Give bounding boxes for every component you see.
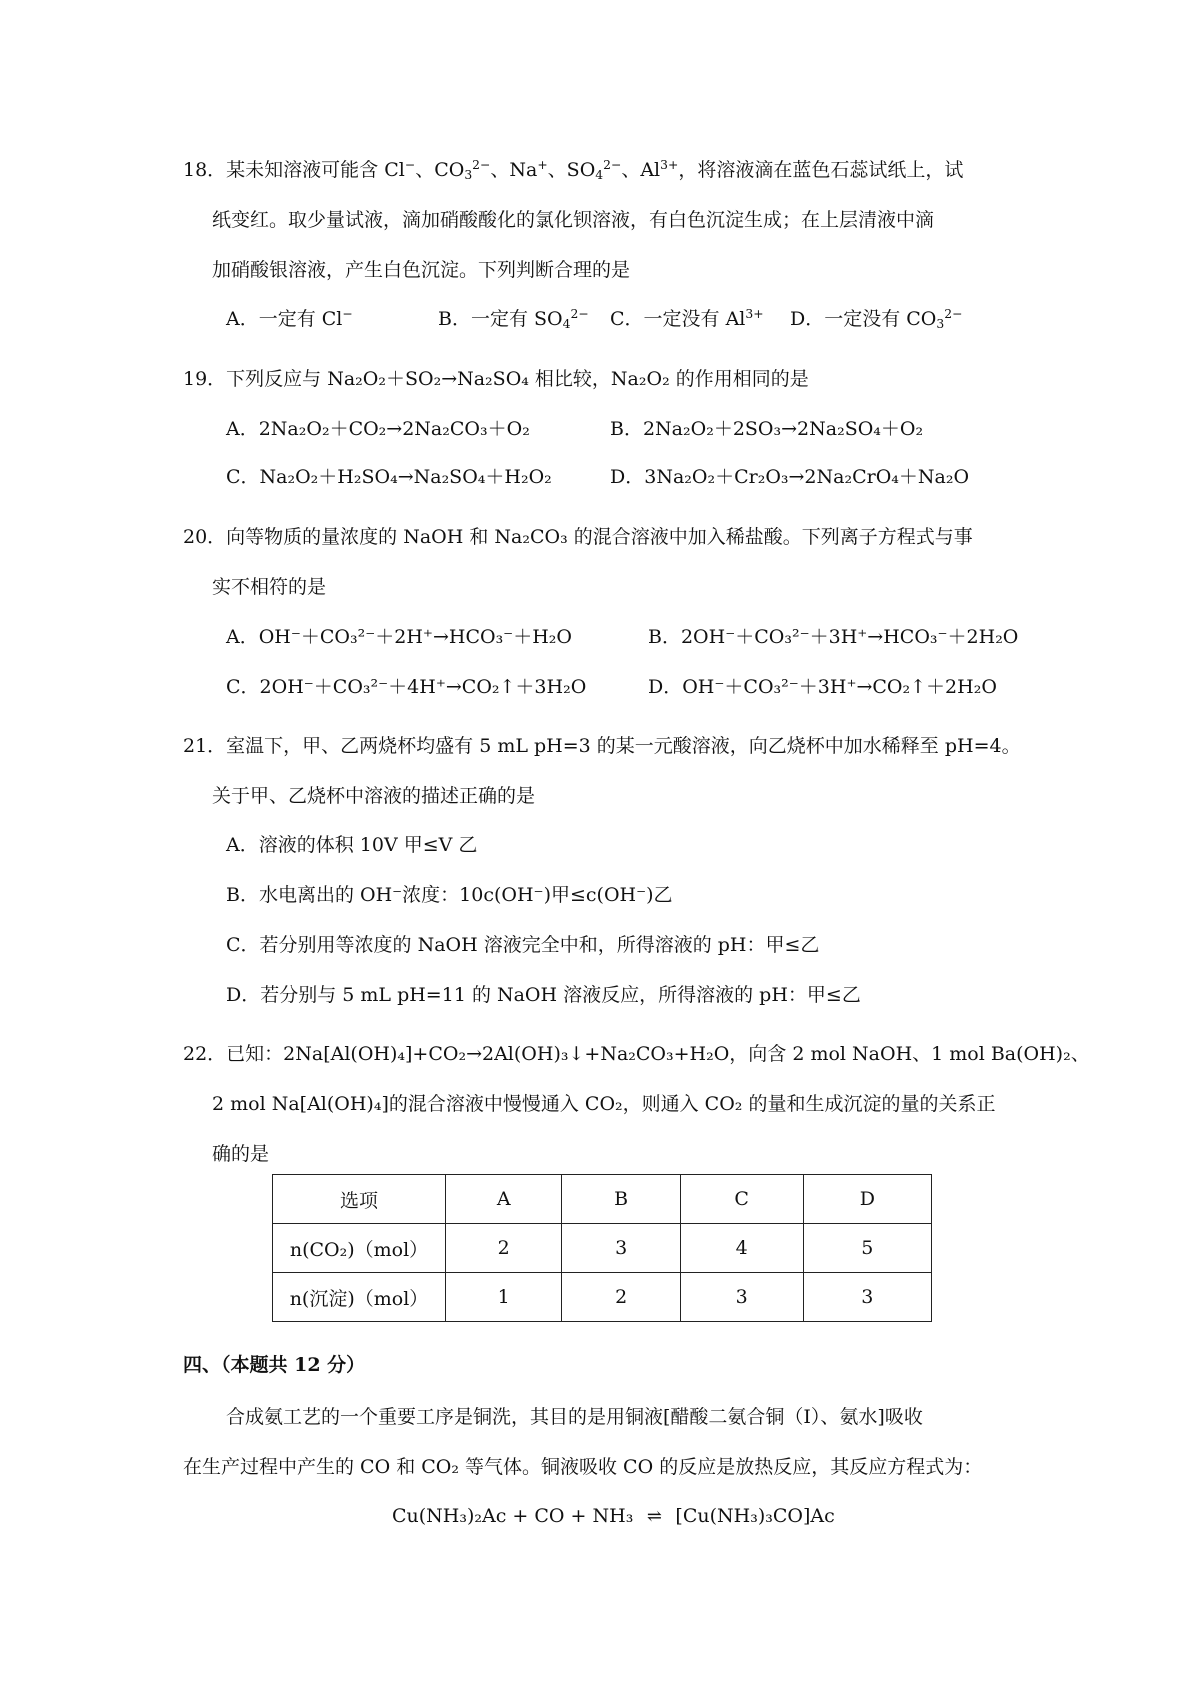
table-cell: 2 (562, 1273, 680, 1322)
section-4-equation (392, 1507, 835, 1526)
equation-left: Cu(NH₃)₂Ac + CO + NH₃ (392, 1505, 634, 1527)
table-row (273, 1273, 932, 1322)
table-cell: C (680, 1175, 803, 1224)
equilibrium-arrow-icon: ⇌ (646, 1506, 662, 1527)
section-4-para-line1: 合成氨工艺的一个重要工序是铜洗，其目的是用铜液[醋酸二氨合铜（Ⅰ）、氨水]吸收 (226, 1406, 923, 1428)
q22-stem-line2: 2 mol Na[Al(OH)₄]的混合溶液中慢慢通入 CO₂，则通入 CO₂ 的量和生成沉淀的量的关系正 (212, 1093, 996, 1115)
q21-option-c: C．若分别用等浓度的 NaOH 溶液完全中和，所得溶液的 pH：甲≤乙 (226, 934, 820, 956)
q20-option-a: A．OH⁻＋CO₃²⁻＋2H⁺→HCO₃⁻＋H₂O (226, 626, 572, 648)
q18-stem-line3: 加硝酸银溶液，产生白色沉淀。下列判断合理的是 (212, 259, 631, 281)
section-4-title: 四、（本题共 12 分） (183, 1354, 366, 1376)
q19-stem: 19．下列反应与 Na₂O₂＋SO₂→Na₂SO₄ 相比较，Na₂O₂ 的作用相同的是 (183, 368, 809, 390)
q21-stem-line1: 21．室温下，甲、乙两烧杯均盛有 5 mL pH=3 的某一元酸溶液，向乙烧杯中加水稀释至 pH=4。 (183, 735, 1021, 757)
table-cell: 选项 (273, 1175, 446, 1224)
q19-option-d: D．3Na₂O₂＋Cr₂O₃→2Na₂CrO₄＋Na₂O (610, 466, 970, 488)
q21-option-a: A．溶液的体积 10V 甲≤V 乙 (226, 834, 478, 856)
table-cell: A (446, 1175, 562, 1224)
q19-option-a: A．2Na₂O₂＋CO₂→2Na₂CO₃＋O₂ (226, 418, 530, 440)
q20-stem-line1: 20．向等物质的量浓度的 NaOH 和 Na₂CO₃ 的混合溶液中加入稀盐酸。下列离子方程式与事 (183, 526, 973, 548)
q18-option-c: C．一定没有 $Al^{3+}$ (610, 307, 764, 330)
q20-stem-line2: 实不相符的是 (212, 576, 327, 598)
table-cell: D (803, 1175, 931, 1224)
table-cell: 3 (562, 1224, 680, 1273)
table-cell: 4 (680, 1224, 803, 1273)
q18-stem-line2: 纸变红。取少量试液，滴加硝酸酸化的氯化钡溶液，有白色沉淀生成；在上层清液中滴 (212, 209, 935, 231)
q21-option-b: B．水电离出的 OH⁻浓度：10c(OH⁻)甲≤c(OH⁻)乙 (226, 884, 673, 906)
q21-stem-line2: 关于甲、乙烧杯中溶液的描述正确的是 (212, 785, 536, 807)
q22-stem-line3: 确的是 (212, 1143, 270, 1165)
section-4-para-line2: 在生产过程中产生的 CO 和 CO₂ 等气体。铜液吸收 CO 的反应是放热反应，其反应方程式为： (183, 1456, 983, 1478)
equation-right: [Cu(NH₃)₃CO]Ac (675, 1505, 835, 1527)
q18-stem-line1: 18．某未知溶液可能含 Cl−、$CO_3^{2-}$、Na+、$SO_4^{2-}$、$Al^{3+}$，将溶液滴在蓝色石蕊试纸上，试 (183, 158, 964, 183)
q20-option-b: B．2OH⁻＋CO₃²⁻＋3H⁺→HCO₃⁻＋2H₂O (648, 626, 1019, 648)
table-header-row (273, 1175, 932, 1224)
table-row (273, 1224, 932, 1273)
table-cell: 5 (803, 1224, 931, 1273)
q18-option-a: A．一定有 Cl− (226, 307, 353, 330)
table-cell: 1 (446, 1273, 562, 1322)
q19-option-b: B．2Na₂O₂＋2SO₃→2Na₂SO₄＋O₂ (610, 418, 924, 440)
q18-option-b: B．一定有 $SO_4^{2-}$ (438, 307, 589, 332)
table-cell: B (562, 1175, 680, 1224)
q22-stem-line1: 22．已知：2Na[Al(OH)₄]+CO₂→2Al(OH)₃↓+Na₂CO₃+H₂O，向含 2 mol NaOH、1 mol Ba(OH)₂、 (183, 1043, 1090, 1065)
table-cell: n(沉淀)（mol） (273, 1273, 446, 1322)
q22-options-table (272, 1174, 932, 1322)
q20-option-c: C．2OH⁻＋CO₃²⁻＋4H⁺→CO₂↑＋3H₂O (226, 676, 587, 698)
q21-option-d: D．若分别与 5 mL pH=11 的 NaOH 溶液反应，所得溶液的 pH：甲≤乙 (226, 984, 861, 1006)
q19-option-c: C．Na₂O₂＋H₂SO₄→Na₂SO₄＋H₂O₂ (226, 466, 552, 488)
table-cell: n(CO₂)（mol） (273, 1224, 446, 1273)
q18-option-d: D．一定没有 $CO_3^{2-}$ (790, 307, 963, 332)
table-cell: 3 (803, 1273, 931, 1322)
table-cell: 3 (680, 1273, 803, 1322)
q20-option-d: D．OH⁻＋CO₃²⁻＋3H⁺→CO₂↑＋2H₂O (648, 676, 997, 698)
table-cell: 2 (446, 1224, 562, 1273)
